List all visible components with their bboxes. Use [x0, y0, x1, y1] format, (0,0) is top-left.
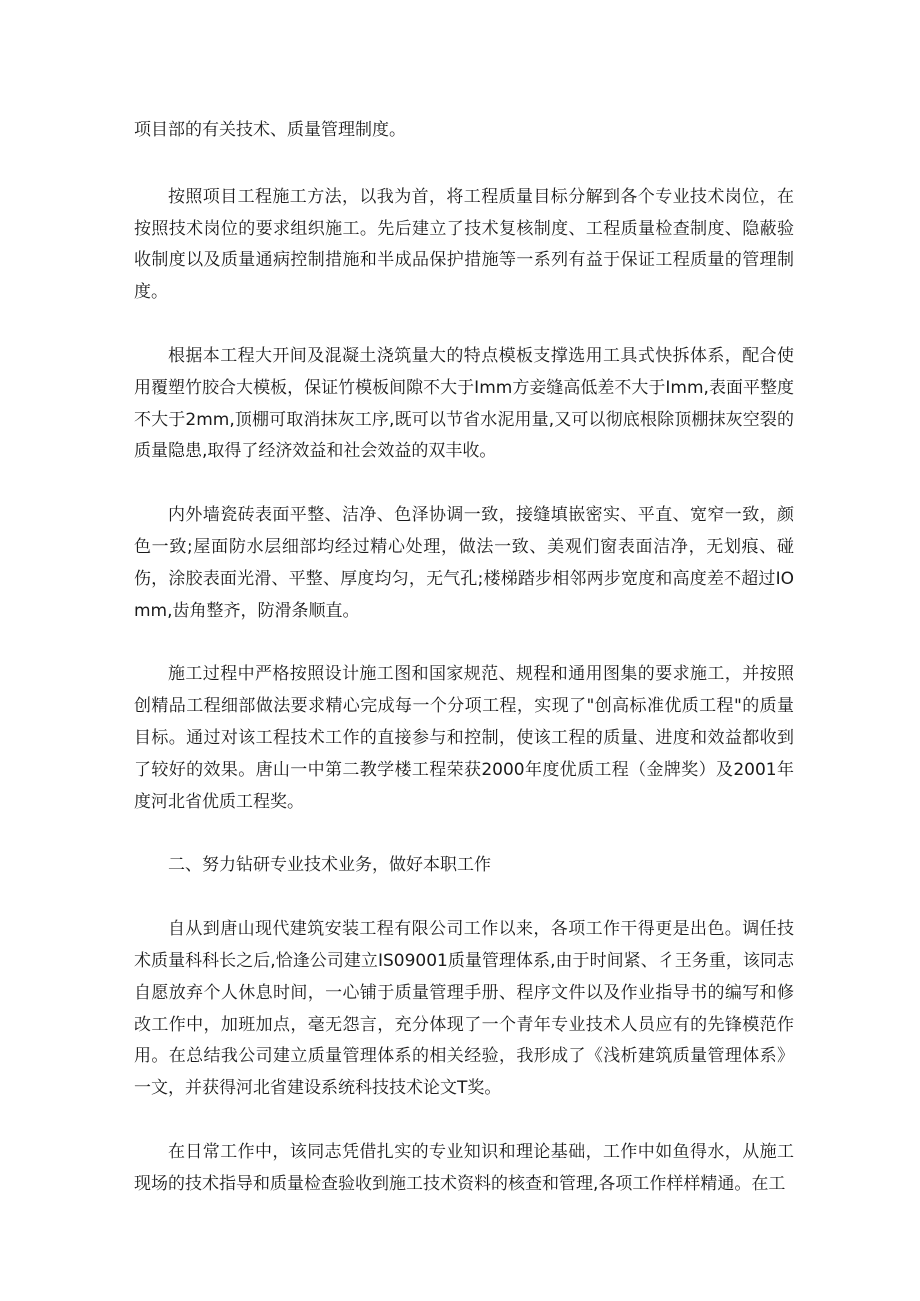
paragraph: 在日常工作中，该同志凭借扎实的专业知识和理论基础，工作中如鱼得水，从施工现场的技术指导和质量检查验收到施工技术资料的核查和管理,各项工作样样精通。在工 — [134, 1141, 794, 1194]
section-heading: 二、努力钻研专业技术业务，做好本职工作 — [168, 855, 491, 876]
paragraph: 施工过程中严格按照设计施工图和国家规范、规程和通用图集的要求施工，并按照创精品工程细部做法要求精心完成每一个分项工程，实现了"创高标准优质工程"的质量目标。通过对该工程技术工作的直接参与和控制，使该工程的质量、进度和效益都收到了较好的效果。唐山一中第二教学楼工程荣获2000年度优质工程（金牌奖）及2001年度河北省优质工程奖。 — [134, 664, 794, 812]
paragraph: 自从到唐山现代建筑安装工程有限公司工作以来，各项工作干得更是出色。调任技术质量科科长之后,恰逢公司建立IS09001质量管理体系,由于时间紧、彳王务重，该同志自愿放弃个人休息时间，一心铺于质量管理手册、程序文件以及作业指导书的编写和修改工作中，加班加点，毫无怨言，充分体现了一个青年专业技术人员应有的先锋模范作用。在总结我公司建立质量管理体系的相关经验，我形成了《浅析建筑质量管理体系》一文，并获得河北省建设系统科技技术论文T奖。 — [134, 919, 794, 1099]
paragraph: 根据本工程大开间及混凝土浇筑量大的特点模板支撑选用工具式快拆体系，配合使用覆塑竹胶合大模板，保证竹模板间隙不大于Imm方妾缝高低差不大于Imm,表面平整度不大于2mm,顶棚可取消抹灰工序,既可以节省水泥用量,又可以彻底根除顶棚抹灰空裂的质量隐患,取得了经济效益和社会效益的双丰收。 — [134, 345, 794, 462]
paragraph: 按照项目工程施工方法，以我为首，将工程质量目标分解到各个专业技术岗位，在按照技术岗位的要求组织施工。先后建立了技术复核制度、工程质量检查制度、隐蔽验收制度以及质量通病控制措施和半成品保护措施等一系列有益于保证工程质量的管理制度。 — [134, 186, 794, 303]
document-body — [134, 115, 794, 1233]
paragraph: 项目部的有关技术、质量管理制度。 — [134, 120, 406, 140]
paragraph: 内外墙瓷砖表面平整、洁净、色泽协调一致，接缝填嵌密实、平直、宽窄一致，颜色一致;屋面防水层细部均经过精心处理，做法一致、美观们窗表面洁净，无划痕、碰伤，涂胶表面光滑、平整、厚度均匀，无气孔;楼梯踏步相邻两步宽度和高度差不超过IOmm,齿角整齐，防滑条顺直。 — [134, 505, 794, 621]
